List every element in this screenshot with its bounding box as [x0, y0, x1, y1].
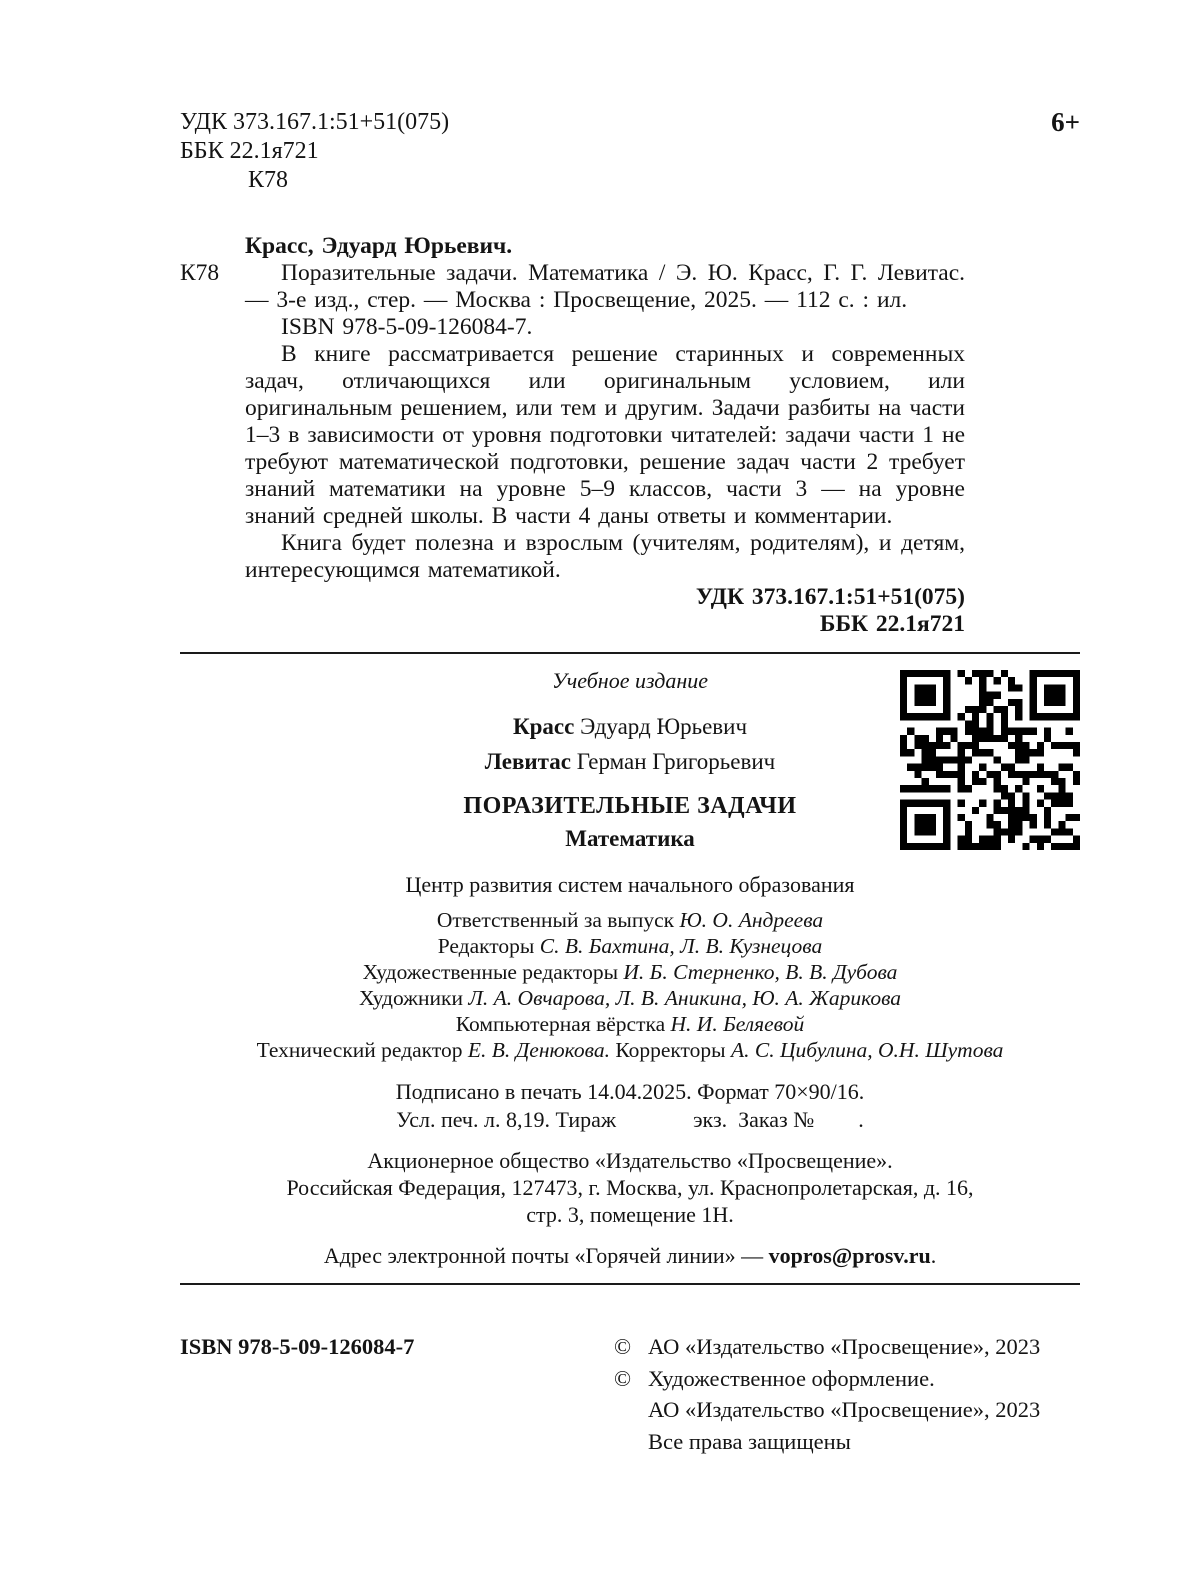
publisher-line-1: Акционерное общество «Издательство «Просвещение».	[367, 1148, 893, 1173]
staff-role: Технический редактор	[256, 1038, 463, 1062]
staff-role: Корректоры	[615, 1038, 726, 1062]
classification-codes	[180, 108, 449, 195]
staff-role: Художественные редакторы	[362, 960, 619, 984]
copyright-sign: ©	[614, 1365, 632, 1391]
print-info-line-2: Усл. печ. л. 8,19. Тираж экз. Заказ № .	[396, 1107, 864, 1132]
staff-role: Ответственный за выпуск	[436, 908, 675, 932]
rights-reserved-label: Все права защищены	[648, 1428, 851, 1454]
staff-role: Редакторы	[437, 934, 535, 958]
staff-names: Е. В. Денюкова.	[467, 1038, 610, 1062]
copyright-entry-artwork	[614, 1363, 1080, 1395]
staff-line-artists	[180, 985, 1080, 1011]
divider-bottom	[180, 1283, 1080, 1285]
copyright-sign: ©	[614, 1334, 632, 1359]
staff-names: Ю. О. Андреева	[679, 908, 824, 932]
isbn-bottom: ISBN 978-5-09-126084-7	[180, 1334, 415, 1359]
author-surname: Красс	[512, 714, 575, 739]
bibliographic-description	[180, 260, 965, 314]
book-subtitle: Математика	[565, 826, 695, 851]
bibliographic-description-text: Поразительные задачи. Математика / Э. Ю. Красс, Г. Г. Левитас. — 3-е изд., стер. — Москва : Просвещение, 2025. — 112 с. : ил.	[245, 260, 965, 313]
copyright-entry-publisher	[614, 1331, 1080, 1363]
margin-authors-sign: К78	[180, 260, 220, 286]
hotline-line	[180, 1243, 1080, 1269]
staff-line-tech-editor-correctors	[180, 1037, 1080, 1063]
staff-list	[180, 907, 1080, 1063]
bibliographic-record	[180, 233, 965, 638]
author-given-name: Эдуард Юрьевич	[580, 714, 748, 739]
abstract-paragraph-1: В книге рассматривается решение старинных и современных задач, отличающихся или оригинальным условием, или оригинальным решением, или тем и другим. Задачи разбиты на части 1–3 в зависимости от уровня подготовки читателей: задачи части 1 не требуют математической подготовки, решение задач части 2 требует знаний математики на уровне 5–9 классов, части 3 — на уровне знаний средней школы. В части 4 даны ответы и комментарии.	[245, 341, 965, 529]
authors-sign: К78	[248, 167, 289, 193]
bibliographic-heading: Красс, Эдуард Юрьевич.	[245, 233, 513, 259]
print-info	[180, 1078, 1080, 1134]
print-info-line-1: Подписано в печать 14.04.2025. Формат 70×90/16.	[395, 1079, 865, 1104]
staff-names: А. С. Цибулина, О.Н. Шутова	[731, 1038, 1004, 1062]
book-title: ПОРАЗИТЕЛЬНЫЕ ЗАДАЧИ	[463, 793, 797, 819]
publisher-info	[180, 1147, 1080, 1228]
staff-line-editors	[180, 933, 1080, 959]
staff-names: Л. А. Овчарова, Л. В. Аникина, Ю. А. Жарикова	[468, 986, 902, 1010]
staff-names: И. Б. Стерненко, В. В. Дубова	[623, 960, 898, 984]
hotline-period: .	[930, 1243, 937, 1268]
qr-code	[900, 670, 1080, 850]
hotline-email: vopros@prosv.ru	[768, 1243, 931, 1268]
staff-role: Компьютерная вёрстка	[455, 1012, 666, 1036]
staff-line-responsible	[180, 907, 1080, 933]
edition-type-label: Учебное издание	[551, 668, 709, 693]
copyright-text-continuation: АО «Издательство «Просвещение», 2023	[648, 1397, 1041, 1422]
udk-code: УДК 373.167.1:51+51(075)	[180, 109, 450, 135]
staff-line-layout	[180, 1011, 1080, 1037]
author-given-name: Герман Григорьевич	[576, 749, 776, 774]
publisher-line-3: стр. 3, помещение 1Н.	[526, 1202, 734, 1227]
publisher-line-2: Российская Федерация, 127473, г. Москва, ул. Краснопролетарская, д. 16,	[286, 1175, 974, 1200]
copyright-block	[614, 1331, 1080, 1457]
bbk-code: ББК 22.1я721	[180, 138, 319, 164]
top-codes-row	[180, 108, 1080, 195]
staff-line-art-editors	[180, 959, 1080, 985]
staff-names: С. В. Бахтина, Л. В. Кузнецова	[539, 934, 823, 958]
bottom-section	[180, 1331, 1080, 1457]
hotline-label: Адрес электронной почты «Горячей линии» —	[323, 1243, 769, 1268]
staff-names: Н. И. Беляевой	[670, 1012, 805, 1036]
bbk-code-right: ББК 22.1я721	[819, 611, 965, 637]
abstract-paragraph-2: Книга будет полезна и взрослым (учителям, родителям), и детям, интересующимся математикой.	[245, 530, 965, 583]
imprint-section	[180, 654, 1080, 1269]
author-surname: Левитас	[484, 749, 571, 774]
copyright-text: Художественное оформление.	[648, 1365, 935, 1391]
udk-code-right: УДК 373.167.1:51+51(075)	[695, 584, 965, 610]
age-rating-badge: 6+	[1051, 107, 1080, 137]
isbn-note: ISBN 978-5-09-126084-7.	[281, 314, 533, 340]
copyright-text: АО «Издательство «Просвещение», 2023	[648, 1334, 1041, 1359]
department-label: Центр развития систем начального образования	[405, 872, 855, 897]
staff-role: Художники	[358, 986, 463, 1010]
